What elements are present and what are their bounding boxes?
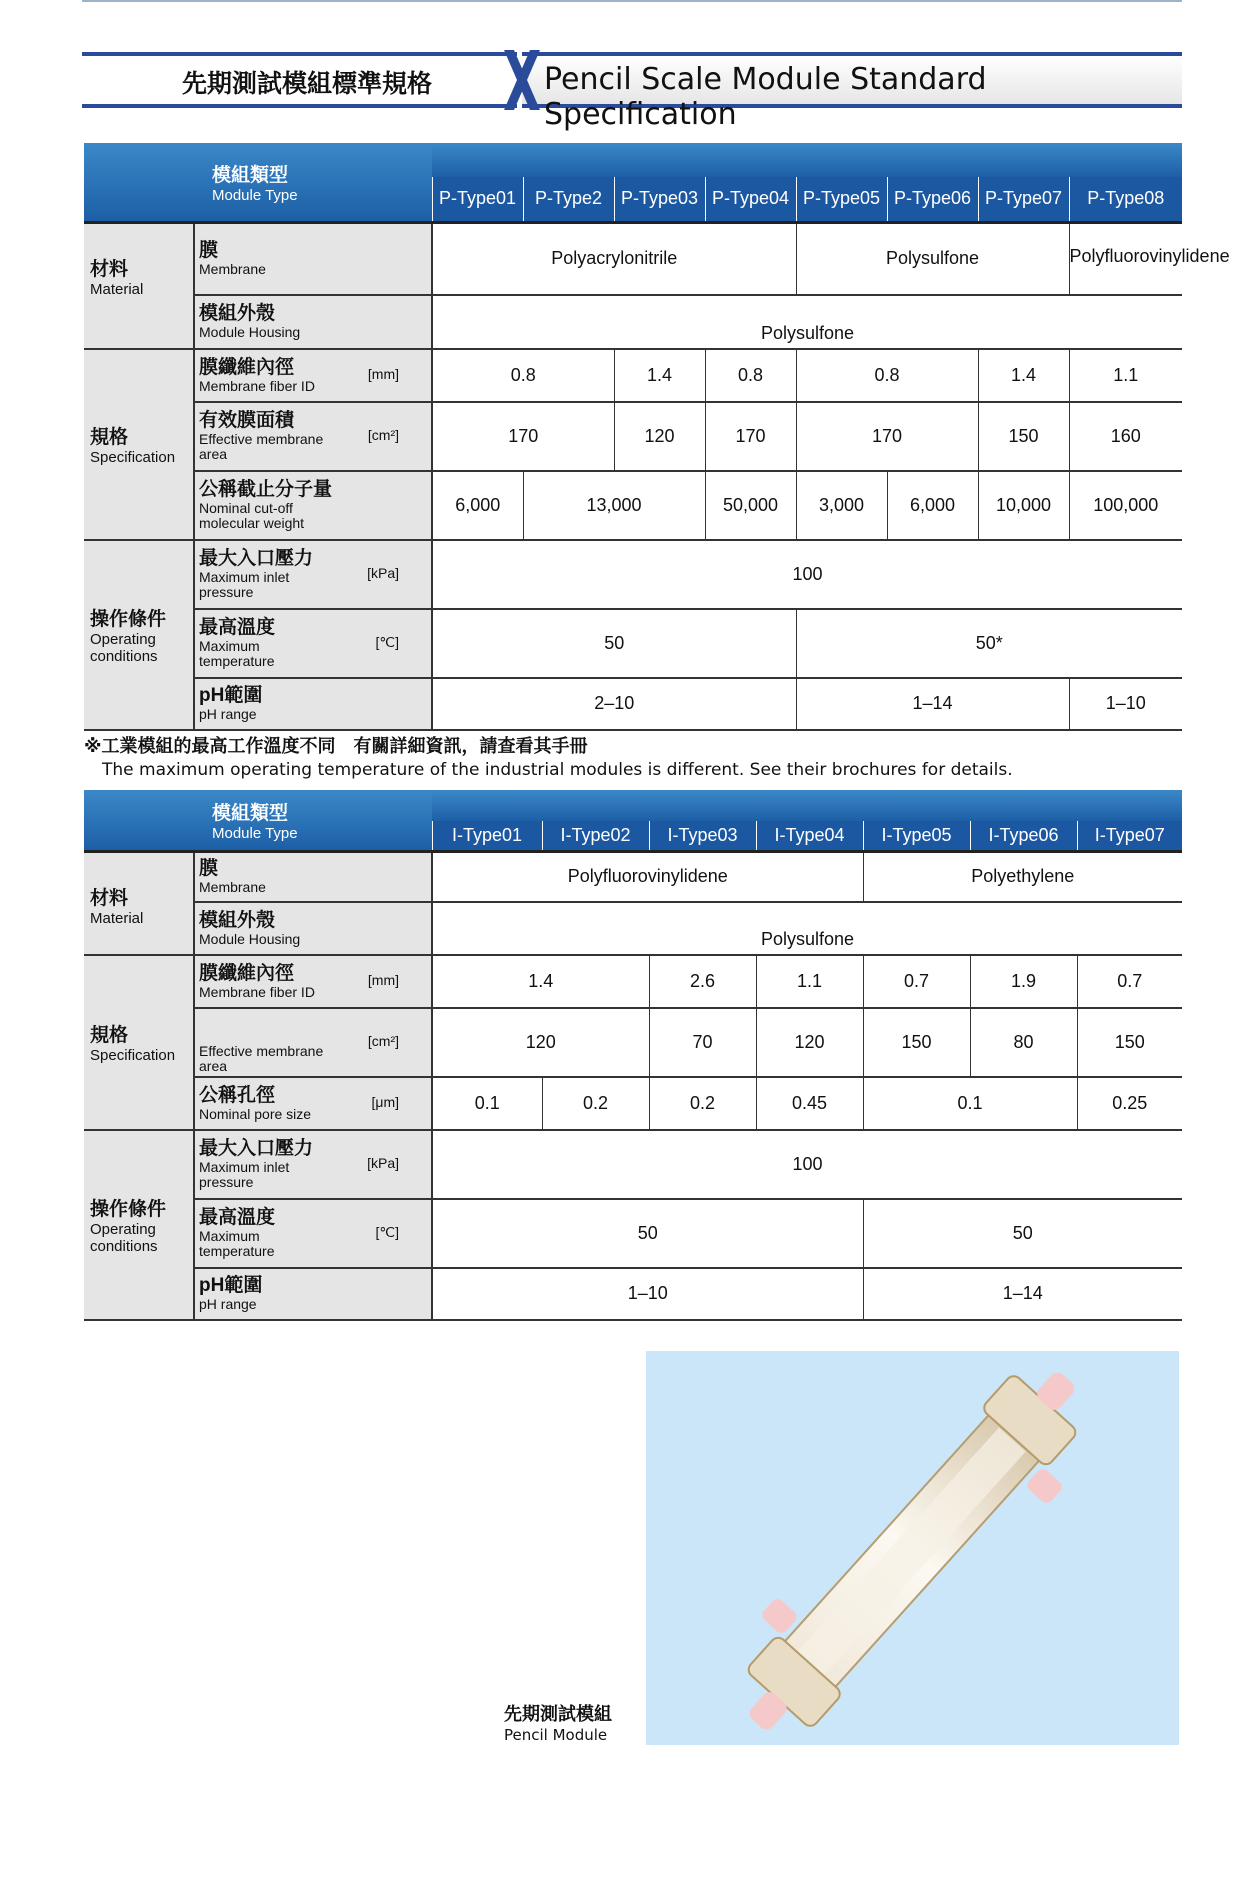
spec-label-cn: 規格: [90, 427, 129, 448]
footnote: [84, 732, 1184, 780]
category-specification: [84, 955, 194, 1130]
value-cell: 0.7: [863, 955, 970, 1008]
value-cell: 2–10: [432, 678, 796, 730]
membrane-label-cn: 膜: [199, 858, 219, 880]
pressure-unit: [kPa]: [367, 565, 399, 581]
value-cell: 120: [756, 1008, 863, 1077]
housing-label-en: Module Housing: [199, 324, 301, 340]
prop-fiber-id: [194, 955, 432, 1008]
operating-label-cn: 操作條件: [90, 1199, 167, 1220]
value-cell: 0.25: [1077, 1077, 1182, 1130]
value-cell: 1.4: [978, 349, 1069, 402]
value-cell: 1–10: [432, 1268, 863, 1320]
value-cell: 80: [970, 1008, 1077, 1077]
value-cell: Polyethylene: [863, 852, 1182, 902]
fiber-label-cn: 膜纖維內徑: [199, 356, 295, 378]
area-unit: [cm²]: [367, 1033, 399, 1049]
value-cell: 1–14: [863, 1268, 1182, 1320]
membrane-label-en: Membrane: [199, 879, 266, 896]
fiber-label-en: Membrane fiber ID: [199, 377, 315, 394]
value-cell: 2.6: [649, 955, 756, 1008]
type-cell: P-Type2: [523, 177, 614, 223]
type-cell: I-Type02: [542, 821, 649, 852]
value-cell: 150: [1077, 1008, 1182, 1077]
area-unit: [cm²]: [367, 427, 399, 443]
temp-label-cn: 最高溫度: [199, 1207, 276, 1228]
prop-mwco: [194, 471, 432, 540]
module-type-header: [84, 790, 432, 852]
footnote-en: The maximum operating temperature of the industrial modules is different. See their brochures for details.: [102, 760, 1013, 780]
spec-label-cn: 規格: [90, 1025, 129, 1046]
value-cell: 50,000: [705, 471, 796, 540]
category-material: [84, 852, 194, 955]
value-cell: 50*: [796, 609, 1182, 678]
material-label-cn: 材料: [90, 888, 129, 909]
housing-label-cn: 模組外殼: [199, 909, 276, 931]
value-cell: Polyfluorovinylidene: [1069, 223, 1182, 295]
value-cell: 1.4: [432, 955, 649, 1008]
prop-ph: [194, 1268, 432, 1320]
material-label-en: Material: [90, 281, 144, 298]
value-cell: 6,000: [887, 471, 978, 540]
value-cell: 0.1: [863, 1077, 1077, 1130]
module-type-label-en: Module Type: [212, 825, 298, 842]
type-cell: P-Type04: [705, 177, 796, 223]
spec-label-en: Specification: [90, 449, 176, 466]
prop-membrane: [194, 852, 432, 902]
value-cell: 120: [432, 1008, 649, 1077]
prop-pore-size: [194, 1077, 432, 1130]
mwco-label-en: Nominal cut-off molecular weight: [199, 500, 305, 531]
pressure-label-cn: 最大入口壓力: [199, 1138, 314, 1159]
value-cell: 0.8: [705, 349, 796, 402]
pore-label-en: Nominal pore size: [199, 1105, 312, 1122]
value-cell: 100: [432, 1130, 1182, 1199]
pencil-module-photo: [646, 1351, 1179, 1745]
prop-housing: [194, 295, 432, 349]
value-cell: 0.1: [432, 1077, 542, 1130]
value-cell: 70: [649, 1008, 756, 1077]
category-operating: [84, 1130, 194, 1320]
value-cell: 3,000: [796, 471, 887, 540]
value-cell: 1–14: [796, 678, 1069, 730]
prop-temperature: [194, 609, 432, 678]
value-cell: Polyfluorovinylidene: [432, 852, 863, 902]
value-cell: 160: [1069, 402, 1182, 471]
photo-caption: [504, 1700, 612, 1744]
ph-label-en: pH range: [199, 706, 257, 722]
value-cell: 1.4: [614, 349, 705, 402]
prop-membrane: [194, 223, 432, 295]
temp-unit: [℃]: [375, 634, 399, 650]
ph-label-cn: pH範圍: [199, 1275, 263, 1296]
membrane-label-cn: 膜: [199, 240, 219, 262]
type-cell: I-Type03: [649, 821, 756, 852]
material-label-en: Material: [90, 910, 144, 927]
pressure-unit: [kPa]: [367, 1155, 399, 1171]
operating-label-en: Operating conditions: [90, 1221, 158, 1255]
type-cell: I-Type04: [756, 821, 863, 852]
value-cell: 50: [863, 1199, 1182, 1268]
prop-housing: [194, 902, 432, 955]
pencil-module-illustration: [646, 1351, 1179, 1745]
category-material: [84, 223, 194, 349]
module-type-label-cn: 模組類型: [212, 803, 289, 824]
type-cell: P-Type01: [432, 177, 523, 223]
i-type-spec-table: [84, 790, 1182, 1321]
type-header-band: [432, 790, 1182, 821]
value-cell: 0.45: [756, 1077, 863, 1130]
material-label-cn: 材料: [90, 259, 129, 280]
type-cell: P-Type03: [614, 177, 705, 223]
module-type-label-en: Module Type: [212, 187, 298, 204]
ph-label-cn: pH範圍: [199, 685, 263, 706]
module-type-header: [84, 143, 432, 223]
prop-ph: [194, 678, 432, 730]
area-label-en: Effective membrane area: [199, 431, 324, 462]
type-cell: P-Type08: [1069, 177, 1182, 223]
value-cell: 120: [614, 402, 705, 471]
value-cell: Polysulfone: [796, 223, 1069, 295]
temp-unit: [℃]: [375, 1224, 399, 1240]
value-cell: 0.8: [796, 349, 978, 402]
type-cell: I-Type07: [1077, 821, 1182, 852]
type-cell: P-Type06: [887, 177, 978, 223]
top-rule: [82, 0, 1182, 2]
pore-unit: [μm]: [371, 1094, 399, 1110]
module-type-label-cn: 模組類型: [212, 165, 289, 186]
prop-pressure: [194, 540, 432, 609]
fiber-unit: [mm]: [367, 366, 399, 382]
category-specification: [84, 349, 194, 540]
pore-label-cn: 公稱孔徑: [199, 1084, 276, 1106]
category-operating: [84, 540, 194, 730]
value-cell: 170: [432, 402, 614, 471]
fiber-unit: [mm]: [367, 972, 399, 988]
photo-caption-en: Pencil Module: [504, 1726, 608, 1744]
value-cell: Polysulfone: [432, 902, 1182, 955]
value-cell: 13,000: [523, 471, 705, 540]
value-cell: Polysulfone: [432, 295, 1182, 349]
photo-caption-cn: 先期測試模組: [504, 1704, 612, 1725]
title-banner: [82, 52, 1182, 132]
operating-label-en: Operating conditions: [90, 631, 158, 665]
fiber-label-en: Membrane fiber ID: [199, 983, 315, 1000]
area-label-cn: 有效膜面積: [199, 410, 295, 431]
value-cell: 0.2: [542, 1077, 649, 1130]
value-cell: 50: [432, 609, 796, 678]
area-label-en: Effective membrane area: [199, 1042, 324, 1074]
value-cell: 10,000: [978, 471, 1069, 540]
temp-label-en: Maximum temperature: [199, 1228, 275, 1259]
operating-label-cn: 操作條件: [90, 609, 167, 630]
footnote-cn: ※工業模組的最高工作溫度不同 有關詳細資訊，請查看其手冊: [84, 736, 588, 757]
value-cell: Polyacrylonitrile: [432, 223, 796, 295]
value-cell: 0.8: [432, 349, 614, 402]
value-cell: 170: [705, 402, 796, 471]
type-cell: P-Type07: [978, 177, 1069, 223]
housing-label-cn: 模組外殼: [199, 303, 276, 324]
value-cell: 1.1: [1069, 349, 1182, 402]
fiber-label-cn: 膜纖維內徑: [199, 962, 295, 984]
type-cell: I-Type06: [970, 821, 1077, 852]
value-cell: 1–10: [1069, 678, 1182, 730]
housing-label-en: Module Housing: [199, 930, 301, 947]
type-cell: I-Type01: [432, 821, 542, 852]
value-cell: 100: [432, 540, 1182, 609]
value-cell: 6,000: [432, 471, 523, 540]
value-cell: 1.9: [970, 955, 1077, 1008]
membrane-label-en: Membrane: [199, 261, 266, 278]
type-cell: P-Type05: [796, 177, 887, 223]
prop-area: [194, 1008, 432, 1077]
prop-area: [194, 402, 432, 471]
page-title-en: Pencil Scale Module Standard Specification: [544, 62, 987, 132]
temp-label-cn: 最高溫度: [199, 617, 276, 638]
temp-label-en: Maximum temperature: [199, 638, 275, 669]
value-cell: 170: [796, 402, 978, 471]
pressure-label-en: Maximum inlet pressure: [199, 1159, 290, 1190]
value-cell: 150: [978, 402, 1069, 471]
ph-label-en: pH range: [199, 1296, 257, 1312]
value-cell: 50: [432, 1199, 863, 1268]
type-cell: I-Type05: [863, 821, 970, 852]
banner-divider: [502, 50, 542, 110]
spec-label-en: Specification: [90, 1047, 176, 1064]
page-title-cn: 先期測試模組標準規格: [182, 69, 433, 98]
prop-fiber-id: [194, 349, 432, 402]
prop-pressure: [194, 1130, 432, 1199]
type-header-band: [432, 143, 1182, 177]
pressure-label-en: Maximum inlet pressure: [199, 569, 290, 600]
value-cell: 0.2: [649, 1077, 756, 1130]
value-cell: 1.1: [756, 955, 863, 1008]
value-cell: 150: [863, 1008, 970, 1077]
prop-temperature: [194, 1199, 432, 1268]
value-cell: 0.7: [1077, 955, 1182, 1008]
pressure-label-cn: 最大入口壓力: [199, 548, 314, 569]
p-type-spec-table: [84, 143, 1230, 731]
mwco-label-cn: 公稱截止分子量: [199, 479, 333, 500]
value-cell: 100,000: [1069, 471, 1182, 540]
